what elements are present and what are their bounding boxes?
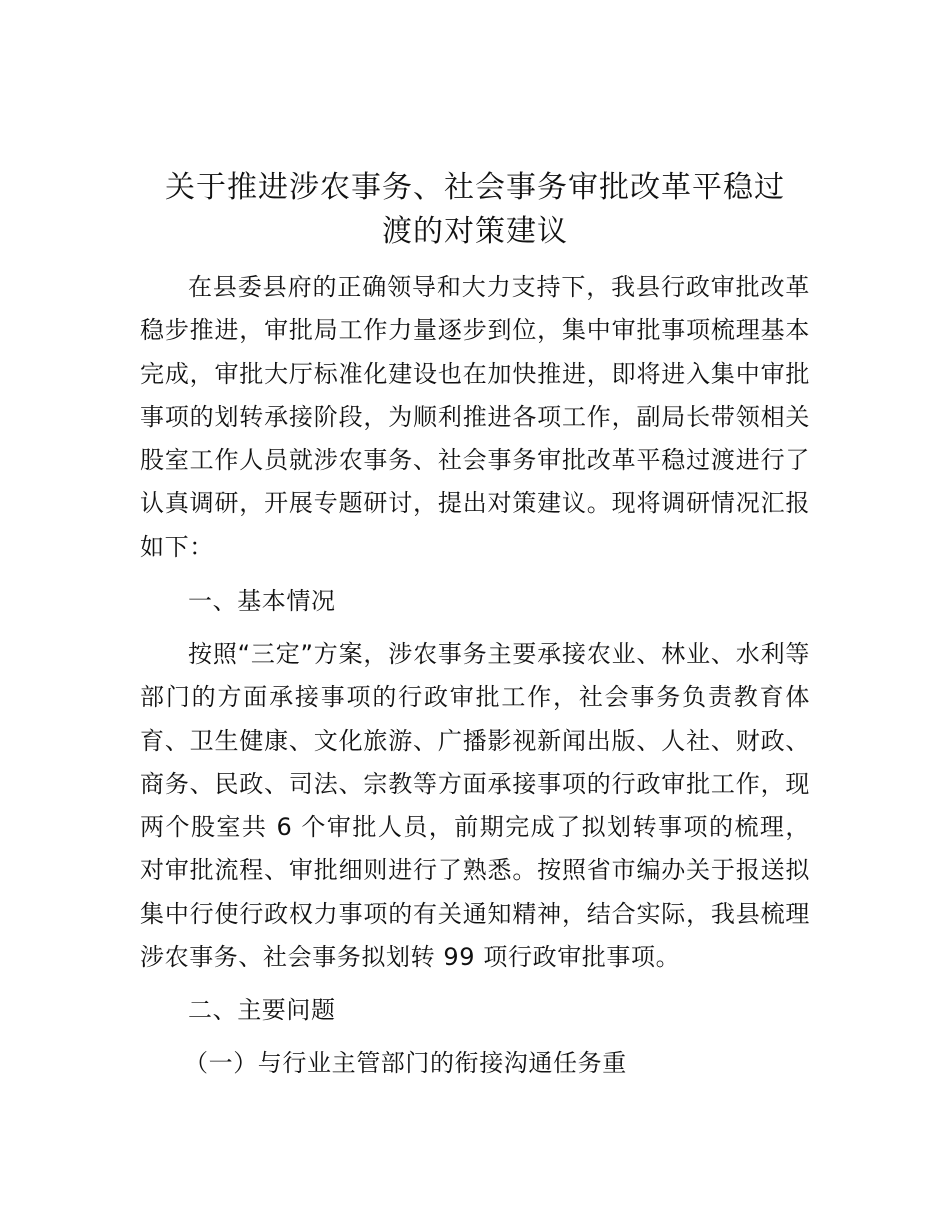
document-title xyxy=(140,166,810,254)
basic-situation-paragraph: 按照“三定”方案，涉农事务主要承接农业、林业、水利等部门的方面承接事项的行政审批工作，社会事务负责教育体育、卫生健康、文化旅游、广播影视新闻出版、人社、财政、商务、民政、司法、宗教等方面承接事项的行政审批工作，现两个股室共 6 个审批人员，前期完成了拟划转事项的梳理，对审批流程、审批细则进行了熟悉。按照省市编办关于报送拟集中行使行政权力事项的有关通知精神，结合实际，我县梳理涉农事务、社会事务拟划转 99 项行政审批事项。 xyxy=(140,640,810,972)
section-heading-main-problems: 二、主要问题 xyxy=(188,996,336,1024)
title-line-1: 关于推进涉农事务、社会事务审批改革平稳过 xyxy=(165,170,785,205)
section-heading-basic-situation: 一、基本情况 xyxy=(188,587,336,615)
intro-paragraph: 在县委县府的正确领导和大力支持下，我县行政审批改革稳步推进，审批局工作力量逐步到位，集中审批事项梳理基本完成，审批大厅标准化建设也在加快推进，即将进入集中审批事项的划转承接阶段，为顺利推进各项工作，副局长带领相关股室工作人员就涉农事务、社会事务审批改革平稳过渡进行了认真调研，开展专题研讨，提出对策建议。现将调研情况汇报如下： xyxy=(140,273,810,561)
subsection-heading-1: （一）与行业主管部门的衔接沟通任务重 xyxy=(184,1049,627,1077)
title-line-2: 渡的对策建议 xyxy=(382,214,568,249)
